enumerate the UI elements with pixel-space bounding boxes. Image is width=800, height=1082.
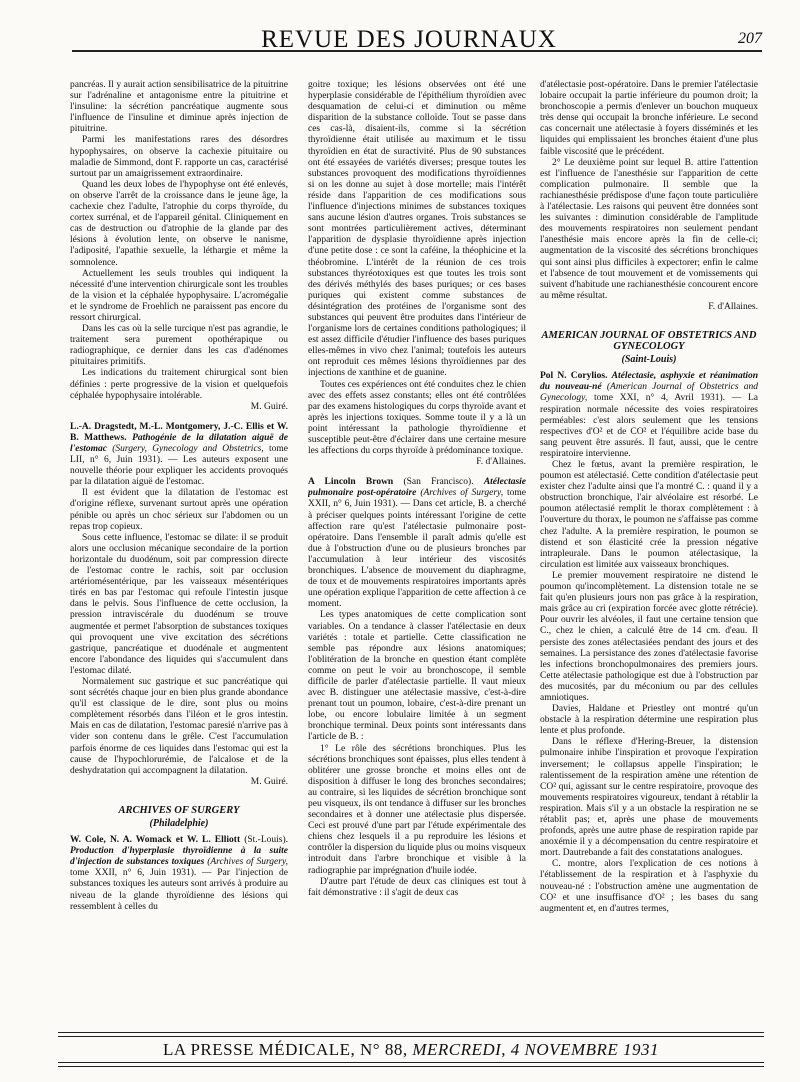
footer-rule — [58, 1036, 764, 1037]
article-authors: W. Cole, N. A. Womack et W. L. Elliott — [70, 835, 241, 846]
article-title: Production d'hyperplasie thyroïdienne à la suite d'injection de substances toxiques — [70, 846, 288, 868]
journal-name: (Archives of Surgery, — [420, 488, 504, 499]
paragraph: Les types anatomiques de cette complication sont variables. On a tendance à classer l'atélectasie en deux variétés : totale et partielle. Cette classification ne semble pas répondre aux lésions anatomiques; l'oblitération de la bronche en question étant complète comme on peut le voir au bronchoscope, il semble difficile de parler d'atélectasie partielle. Il vaut mieux avec B. distinguer une atélectasie massive, c'est-à-dire prenant tout un poumon, lobaire, c'est-à-dire prenant un lobe, ou encore lobulaire limitée à un segment bronchique terminal. Deux points sont intéressants dans l'article de B. : — [308, 610, 526, 743]
section-heading: AMERICAN JOURNAL OF OBSTETRICS AND GYNECOLOGY — [541, 329, 757, 353]
header-rule — [72, 50, 762, 52]
paragraph: Quand les deux lobes de l'hypophyse ont été enlevés, on observe l'arrêt de la croissance dans le jeune âge, la cachexie chez l'adulte, l'atrophie du corps thyroïde, du cortex surrénal, et de l'appareil génital. Cliniquement en cas de destruction ou d'atrophie de la glande par des lésions à évolution lente, on observe le nanisme, l'adiposité, l'apathie sexuelle, la léthargie et même la somnolence. — [70, 179, 288, 268]
paragraph: 1° Le rôle des sécrétions bronchiques. Plus les sécrétions bronchiques sont épaisses, plus elles tendent à oblitérer une grosse bronche et moins elles ont de disposition à diffuser le long des bronches secondaires; au contraire, si les liquides de sécrétion bronchique sont peu visqueux, ils ont tendance à diffuser sur les bronches secondaires et à donner une atélectasie plus dispersée. Ceci est prouvé d'une part par l'étude expérimentale des chiens chez lesquels il a pu reproduire les lésions et contrôler la dispersion du liquide plus ou moins visqueux introduit dans l'arbre bronchique et visible à la radiographie par imprégnation d'huile iodée. — [308, 743, 526, 876]
column-middle — [308, 80, 526, 1030]
paragraph: Les indications du traitement chirurgical sont bien définies : perte progressive de la vision et quelquefois céphalée hypophysaire intolérable. — [70, 368, 288, 401]
paragraph: 2° Le deuxième point sur lequel B. attire l'attention est l'influence de l'anesthésie sur l'apparition de cette complication pulmonaire. Il semble que la rachianesthésie prédispose d'une façon toute particulière à l'atélectasie. Les raisons qui peuvent être données sont les suivantes : diminution considérable de l'amplitude des mouvements respiratoires non seulement pendant l'anesthésie mais encore après la fin de celle-ci; augmentation de la viscosité des sécrétions bronchiques qui sont ainsi plus difficiles à expectorer; enfin le calme et l'absence de tout mouvement et de vomissements qui suivent d'habitude une rachianesthésie concourent encore au même résultat. — [540, 157, 758, 301]
section-city: (Philadelphie) — [149, 818, 209, 829]
paragraph: Actuellement les seuls troubles qui indiquent la nécessité d'une intervention chirurgicale sont les troubles de la vision et la céphalée hypophysaire. L'acromégalie et le syndrome de Froehlich ne paraissent pas encore du ressort chirurgical. — [70, 268, 288, 323]
footer-rule — [58, 1062, 764, 1063]
paragraph: d'atélectasie post-opératoire. Dans le premier l'atélectasie lobaire occupait la partie inférieure du poumon droit; la bronchoscopie a permis d'enlever un bouchon muqueux très dense qui occupait la bronche inférieure. Le second cas concernait une atélectasie à foyers disséminés et les liquides qui emplissaient les bronches étaient d'une plus faible viscosité que le précédent. — [540, 80, 758, 157]
article-authors: Pol N. Corylios. — [540, 371, 608, 382]
article-intro — [70, 422, 288, 489]
article-columns — [70, 80, 766, 1030]
column-left — [70, 80, 288, 1030]
paragraph: C. montre, alors l'explication de ces notions à l'établissement de la respiration et à l'asphyxie du nouveau-né : l'obstruction amène une augmentation de CO² et une insuffisance d'O² ; les bases du sang augmentent et, en d'autres termes, — [540, 859, 758, 914]
section-city: (Saint-Louis) — [621, 354, 677, 366]
paragraph: Dans le réflexe d'Hering-Breuer, la distension pulmonaire inhibe l'inspiration et provoque l'expiration inversement; le collapsus appelle l'inspiration; le ralentissement de la respiration amène une rétention de CO² qui, agissant sur le centre respiratoire, provoque des mouvements respiratoires vigoureux, tendant à rétablir la respiration. Mais s'il y a un obstacle la respiration ne se rétablit pas; et, après une phase de mouvements profonds, après une autre phase de respiration rapide par anoxémie il y a décompensation du centre respiratoire et mort. Dautrebande a fait des constatations analogues. — [540, 737, 758, 859]
footer-rule — [58, 1032, 764, 1033]
article-title: Atélectasie, asphyxie et réanimation du nouveau-né — [540, 371, 758, 393]
signature: F. d'Allaines. — [476, 457, 526, 468]
paragraph: pancréas. Il y aurait action sensibilisatrice de la pituitrine sur l'adrénaline et antagonisme entre la pituitrine et l'insuline: la sécrétion pancréatique augmente sous l'influence de l'insuline et diminue après injection de pituitrine. — [70, 80, 288, 135]
section-heading: ARCHIVES OF SURGERY — [118, 804, 240, 816]
column-right — [540, 80, 758, 1030]
paragraph: goitre toxique; les lésions observées ont été une hyperplasie considérable de l'épithélium thyroïdien avec desquamation de celui-ci et diminution ou même disparition de la substance colloïde. Tout se passe dans ces cas-là, disaient-ils, comme si la sécrétion thyroïdienne était utilisée au maximum et le tissu thyroïdien en état de suractivité. Plus de 90 substances ont été essayées de variétés diverses; presque toutes les substances provoquent des modifications thyroïdiennes si on les donne au sujet à dose mortelle; mais l'intérêt réside dans l'apparition de ces modifications sous l'influence d'injections minimes de substances toxiques sans aucune lésion d'autres organes. Trois substances se sont montrées particulièrement actives, déterminant l'apparition de dysplasie thyroïdienne après injection d'une petite dose : ce sont la caféine, la théophicine et la théobromine. L'intérêt de la réunion de ces trois substances thyréotoxiques est que toutes les trois sont des dérivés méthylés des bases puriques; or ces bases puriques qui existent comme substances de désintégration des protéines de l'organisme sont des substances qui peuvent être produites dans l'intérieur de l'organisme lors de certaines conditions pathologiques; il est assez difficile d'étudier l'influence des bases puriques elles-mêmes in vivo chez l'animal; toutefois les auteurs ont reproduit ces mêmes lésions thyroïdiennes par des injections de xanthine et de guanine. — [308, 80, 526, 379]
article-intro — [540, 371, 758, 460]
signature: M. Guiré. — [250, 776, 288, 787]
paragraph: Chez le fœtus, avant la première respiration, le poumon est atélectasié. Cette condition d'atélectasie peut exister chez l'adulte ainsi que l'a montré C. : quand il y a obstruction bronchique, l'air alvéolaire est résorbé. Le poumon atélectasié remplit le thorax complètement : à l'ouverture du thorax, le poumon ne s'affaisse pas comme chez l'adulte. A la première respiration, le poumon se distend et son élasticité crée la pression négative intrapleurale. Dans le poumon atélectasique, la circulation est limitée aux vaisseaux bronchiques. — [540, 460, 758, 570]
signature: F. d'Allaines. — [708, 301, 758, 312]
article-reference: tome XXII, n° 6, Juin 1931). — Dans cet article, B. a cherché à préciser quelques points intéressant l'origine de cette affection rare qu'est l'atélectasie pulmonaire post-opératoire. Dans l'ensemble il paraît admis qu'elle est due à l'obstruction d'une ou de plusieurs bronches par l'accumulation à leur intérieur des viscosités bronchiques. L'absence de mouvement du diaphragme, de toux et de mouvements respiratoires importants après une opération explique l'apparition de cette affection à ce moment. — [308, 488, 526, 610]
page-header — [56, 26, 762, 53]
journal-name: (Surgery, Gynecology and Obstetrics, — [112, 444, 264, 454]
page-footer — [58, 1040, 764, 1060]
page-number: 207 — [738, 30, 762, 47]
paragraph: D'autre part l'étude de deux cas cliniques est tout à fait démonstrative : il s'agit de deux cas — [308, 876, 526, 898]
article-authors: A Lincoln Brown — [308, 477, 394, 488]
signature: M. Guiré. — [250, 401, 288, 412]
article-intro — [70, 835, 288, 913]
paragraph: Toutes ces expériences ont été conduites chez le chien avec des effets assez constants; elles ont été contrôlées par des examens histologiques du corps thyroïde avant et après les injections toxiques. Somme toute il y a là un point intéressant la pathologie thyroïdienne et susceptible peut-être d'éclairer dans une certaine mesure les affections du corps thyroïde à prédominance toxique. — [308, 379, 526, 457]
paragraph: Sous cette influence, l'estomac se dilate: il se produit alors une occlusion mécanique secondaire de la portion horizontale du duodénum, soit par compression directe de l'estomac contre le rachis, soit par occlusion artériomésentérique, par les vaisseaux mésentériques tirés en bas par l'estomac qui refoule l'intestin jusque dans le pelvis. Sous l'influence de cette occlusion, la pression intraviscérale du duodénum se trouve augmentée et permet l'absorption de substances toxiques qui provoquent une vive excitation des sécrétions gastrique, pancréatique et duodénale et augmentent encore l'abondance des liquides qui s'accumulent dans l'estomac dilaté. — [70, 532, 288, 676]
journal-name: (American Journal of Obstetrics and Gynecology, — [540, 382, 758, 404]
article-reference: tome LII, n° 6, Juin 1931). — Les auteurs exposent une nouvelle théorie pour expliquer les accidents provoqués par la dilatation aiguë de l'estomac. — [70, 444, 288, 488]
paragraph: Normalement suc gastrique et suc pancréatique qui sont sécrétés chaque jour en bien plus grande abondance qu'il est classique de le dire, sont plus ou moins complètement résorbés dans l'iléon et le gros intestin. Mais en cas de dilatation, l'estomac paresié n'arrive pas à vider son contenu dans le grêle. C'est l'accumulation parfois énorme de ces liquides dans l'estomac qui est la cause de l'hypochlorurémie, de l'alcalose et de la deshydratation qui accompagnent la dilatation. — [70, 676, 288, 776]
paragraph: Davies, Haldane et Priestley ont montré qu'un obstacle à la respiration détermine une respiration plus lente et plus profonde. — [540, 704, 758, 737]
author-location: (St.-Louis). — [244, 835, 288, 846]
article-title: Atélectasie pulmonaire post-opératoire — [308, 477, 526, 499]
paragraph: Il est évident que la dilatation de l'estomac est d'origine réflexe, survenant surtout après une opération pénible ou après un choc sérieux sur l'abdomen ou un repas trop copieux. — [70, 488, 288, 532]
paragraph: Parmi les manifestations rares des désordres hypophysaires, on observe la cachexie pituitaire ou maladie de Simmond, dont F. rapporte un cas, caractérisé surtout par un amaigrissement extraordinaire. — [70, 135, 288, 179]
footer-rule — [58, 1066, 764, 1067]
running-title: REVUE DES JOURNAUX — [261, 26, 557, 53]
footer-date: MERCREDI, 4 NOVEMBRE 1931 — [412, 1040, 660, 1059]
article-intro — [308, 477, 526, 610]
article-reference: tome XXII, n° 6, Juin 1931). — Par l'injection de substances toxiques les auteurs sont arrivés à produire au niveau de la glande thyroïdienne des lésions qui ressemblent à celles du — [70, 868, 288, 912]
paragraph: Le premier mouvement respiratoire ne distend le poumon qu'incomplètement. La distension totale ne se fait qu'en plusieurs jours non pas grâce à la respiration, mais grâce au cri (expiration forcée avec glotte rétrécie). Pour ouvrir les alvéoles, il faut une certaine tension que C., chez le chien, a calculé être de 14 cm. d'eau. Il persiste des zones atélectasiées pendant des jours et des semaines. La persistance des zones d'atélectasie favorise les infections bronchopulmonaires des premiers jours. Cette atélectasie pathologique est due à l'obstruction par des mucosités, par du méconium ou par des cellules amniotiques. — [540, 570, 758, 703]
footer-journal: LA PRESSE MÉDICALE, N° 88, — [162, 1040, 408, 1059]
article-title: Pathogénie de la dilatation aiguë de l'estomac — [70, 432, 288, 454]
paragraph: Dans les cas où la selle turcique n'est pas agrandie, le traitement sera purement opothérapique ou radiographique, ce dernier dans les cas d'adénomes pituitaires primitifs. — [70, 324, 288, 368]
author-location: (San Francisco). — [403, 477, 474, 488]
article-reference: tome XXI, n° 4, Avril 1931). — La respiration normale nécessite des voies respiratoires perméables: c'est alors seulement que les tensions respectives d'O² et de CO² et l'équilibre acide base du sang peuvent être assurés. Il faut, aussi, que le centre respiratoire intervienne. — [540, 393, 758, 459]
journal-name: (Archives of Surgery, — [207, 857, 288, 868]
article-authors: L.-A. Dragstedt, M.-L. Montgomery, J.-C. Ellis et W. B. Matthews. — [70, 421, 288, 443]
